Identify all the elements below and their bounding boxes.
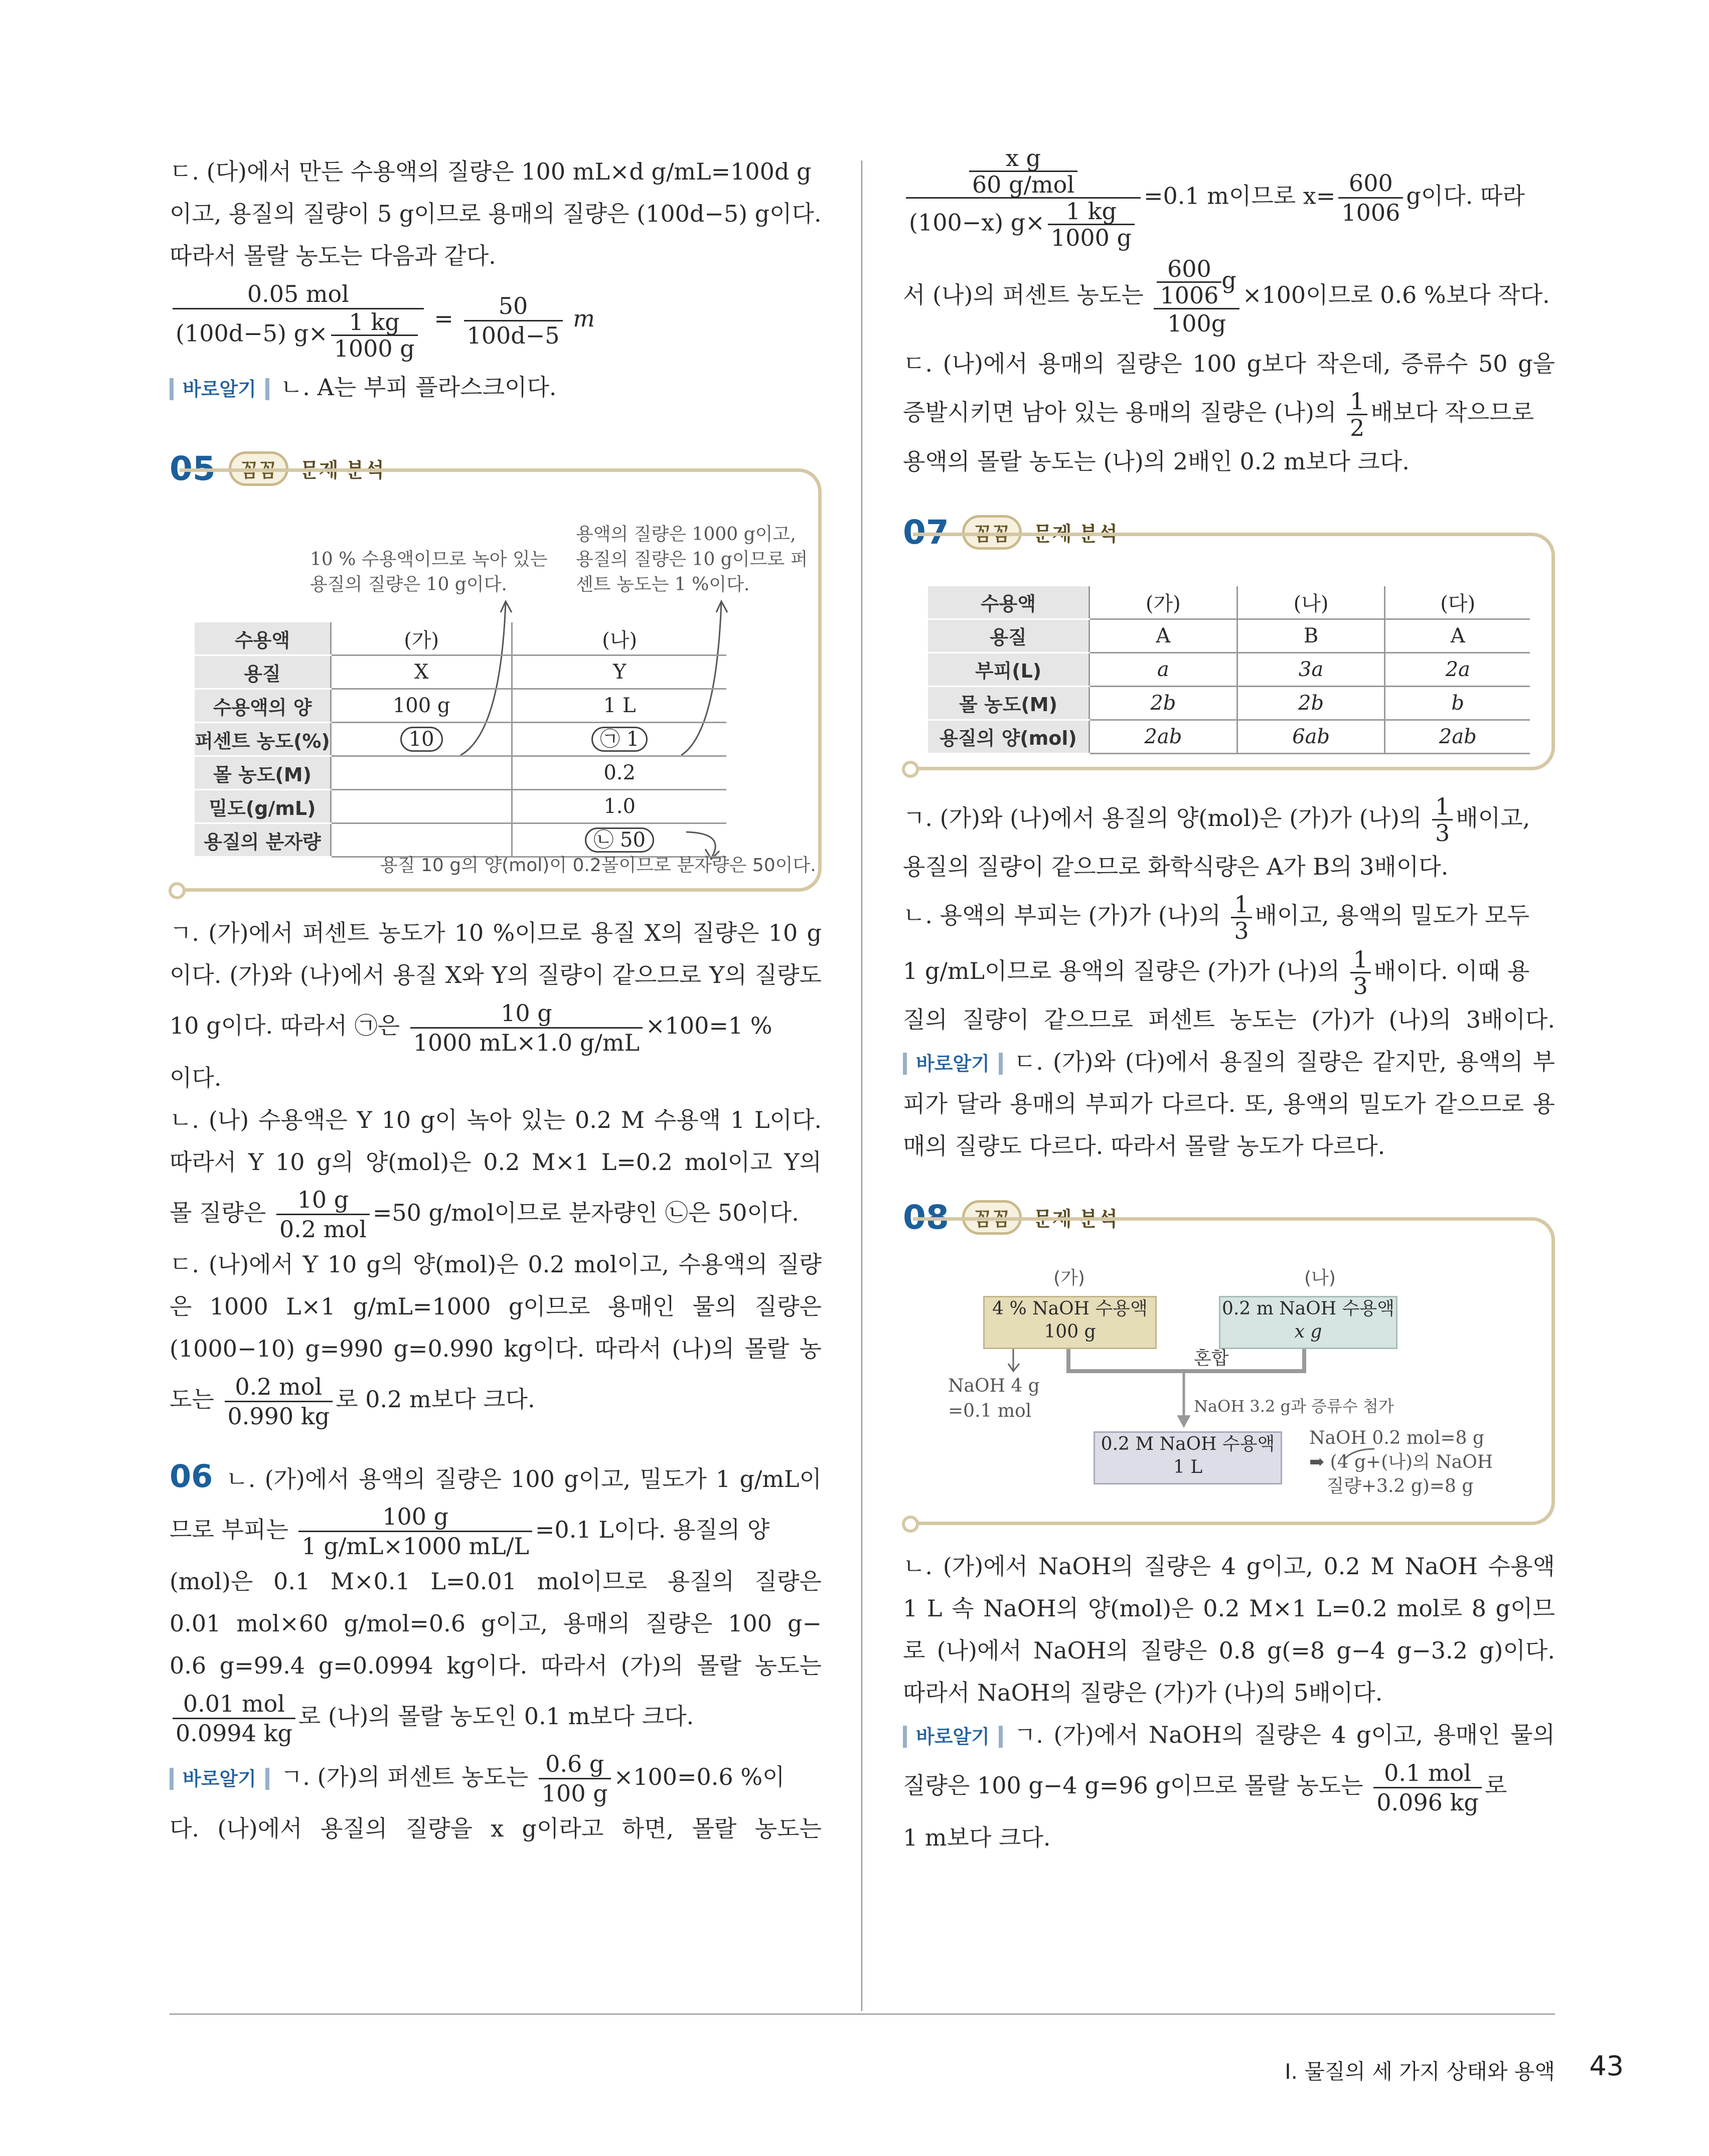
text-line: 바로알기 ㄱ. (가)의 퍼센트 농도는 $\frac{0.6 g}{100 g}$ ×100=0.6 %이: [170, 1747, 822, 1808]
text-line: 매의 질량도 다르다. 따라서 몰랄 농도가 다르다.: [903, 1132, 1385, 1159]
text-line: 1 L 속 NaOH의 양(mol)은 0.2 M×1 L=0.2 mol로 8 g이므: [903, 1595, 1555, 1622]
table-row: [195, 756, 726, 790]
label-ga: (가): [1053, 1268, 1085, 1288]
barro-algi-tag: 바로알기: [903, 1053, 1003, 1075]
row-header: 퍼센트 농도(%): [195, 723, 331, 756]
row-header: 용질의 분자량: [195, 823, 331, 857]
text-line: 따라서 NaOH의 질량은 (가)가 (나)의 5배이다.: [903, 1679, 1383, 1706]
table-cell: 10: [331, 723, 512, 756]
text-line: 0.01 mol 0.0994 kg 로 (나)의 몰랄 농도인 0.1 m보다 크다.: [170, 1687, 822, 1747]
text-line: 따라서 몰랄 농도는 다음과 같다.: [170, 242, 496, 269]
table-cell: A: [1090, 619, 1237, 652]
table-row: [928, 619, 1530, 652]
formula-big: x g 60 g/mol (100−x) g× $\frac{1 kg}{1000 g}$ =0.1 m이므로 x= $\frac{600}{1006}$ g이다. 따라: [903, 145, 1555, 250]
text-line: 바로알기 ㄱ. (가)에서 NaOH의 질량은 4 g이고, 용매인 물의: [903, 1714, 1555, 1756]
naoh-note: NaOH 4 g =0.1 mol: [948, 1376, 1040, 1421]
text-line: 질량은 100 g−4 g=96 g이므로 몰랄 농도는 0.1 mol 0.096 kg 로: [903, 1759, 1507, 1816]
annotation: 10 % 수용액이므로 녹아 있는 용질의 질량은 10 g이다.: [310, 549, 548, 595]
bottom-rule: [170, 2014, 1555, 2015]
text-line: 0.6 g=99.4 g=0.0994 kg이다. 따라서 (가)의 몰랄 농도는: [170, 1652, 822, 1679]
text-line: 용액의 몰랄 농도는 (나)의 2배인 0.2 m보다 크다.: [903, 447, 1410, 475]
table-cell: 1.0: [512, 790, 726, 823]
text-line: ㄴ. (가)에서 NaOH의 질량은 4 g이고, 0.2 M NaOH 수용액: [903, 1553, 1555, 1580]
text-line: 이다. (가)와 (나)에서 용질 X와 Y의 질량이 같으므로 Y의 질량도: [170, 961, 822, 988]
table-cell: (나): [1237, 586, 1385, 619]
text-line: ㄴ. (나) 수용액은 Y 10 g이 녹아 있는 0.2 M 수용액 1 L이다.: [170, 1106, 822, 1133]
table-cell: B: [1237, 619, 1385, 652]
section-number: 07: [903, 513, 949, 552]
table-cell: a: [1090, 652, 1237, 686]
table-cell: 2a: [1385, 652, 1530, 686]
text-line: ㄱ. (가)에서 퍼센트 농도가 10 %이므로 용질 X의 질량은 10 g: [170, 919, 822, 946]
text-line: 10 g이다. 따라서 ㉠은 $\frac{10 g}{1000 mL\times 1.0 g/mL}$ ×100=1 %: [170, 999, 772, 1056]
column-divider: [861, 160, 862, 2011]
table-row: [195, 622, 726, 655]
text-line: (mol)은 0.1 M×0.1 L=0.01 mol이므로 용질의 질량은: [170, 1568, 822, 1595]
section-number: 05: [170, 449, 216, 488]
add-note: NaOH 3.2 g과 증류수 첨가: [1194, 1397, 1394, 1416]
text-line: ㄱ. (가)와 (나)에서 용질의 양(mol)은 (가)가 (나)의 $\frac{1}{3}$ 배이고,: [903, 793, 1530, 847]
table-cell: [331, 756, 512, 790]
table-cell: (다): [1385, 586, 1530, 619]
barro-algi-tag: 바로알기: [903, 1726, 1003, 1748]
table-cell: ㉠ 1: [512, 723, 726, 756]
text-line: 1 m보다 크다.: [903, 1823, 1051, 1851]
row-header: 용질: [195, 655, 331, 689]
table-cell: 1 L: [512, 689, 726, 723]
text-line: 바로알기 ㄷ. (가)와 (다)에서 용질의 질량은 같지만, 용액의 부: [903, 1041, 1555, 1083]
table-cell: ㉡ 50: [512, 823, 726, 857]
barro-algi-tag: 바로알기: [170, 378, 269, 400]
analysis-box-05: [180, 468, 822, 892]
row-header: 밀도(g/mL): [195, 790, 331, 823]
left-column: [170, 150, 822, 1850]
table-cell: 2b: [1090, 686, 1237, 720]
right-column: [903, 145, 1555, 1859]
row-header: 몰 농도(M): [928, 686, 1090, 720]
table-cell: A: [1385, 619, 1530, 652]
table-row: [928, 686, 1530, 720]
table-row: [195, 689, 726, 723]
analysis-box-07: [913, 533, 1555, 770]
annotation: 용액의 질량은 1000 g이고, 용질의 질량은 10 g이므로 퍼 센트 농도는 1 %이다.: [576, 524, 808, 595]
label-na: (나): [1304, 1268, 1336, 1288]
table-row: [928, 720, 1530, 753]
section-title: 문제 분석: [1033, 523, 1118, 546]
table-cell: 100 g: [331, 689, 512, 723]
mix-label: 혼합: [1194, 1348, 1229, 1369]
section-number: 08: [903, 1198, 949, 1237]
table-cell: [331, 790, 512, 823]
section-title: 문제 분석: [1033, 1207, 1118, 1231]
page-number: 43: [1589, 2050, 1624, 2082]
text-line: 피가 달라 용매의 부피가 다르다. 또, 용액의 밀도가 같으므로 용: [903, 1090, 1555, 1117]
text-line: ㄷ. (나)에서 용매의 질량은 100 g보다 작은데, 증류수 50 g을: [903, 350, 1555, 377]
table-row: [195, 723, 726, 756]
text-line: 서 (나)의 퍼센트 농도는 $\frac{600}{1006}$ g 100g ×100이므로 0.6 %보다 작다.: [903, 255, 1550, 337]
text-line: 질의 질량이 같으므로 퍼센트 농도는 (가)가 (나)의 3배이다.: [903, 1006, 1555, 1033]
row-header: 수용액: [928, 586, 1090, 619]
table-cell: Y: [512, 655, 726, 689]
table-cell: 2ab: [1385, 720, 1530, 753]
row-header: 수용액의 양: [195, 689, 331, 723]
row-header: 용질: [928, 619, 1090, 652]
row-header: 용질의 양(mol): [928, 720, 1090, 753]
table-cell: X: [331, 655, 512, 689]
text-line: 다. (나)에서 용질의 질량을 x g이라고 하면, 몰랄 농도는: [170, 1815, 822, 1842]
text-line: ㄴ. 용액의 부피는 (가)가 (나)의 $\frac{1}{3}$ 배이고, 용액의 밀도가 모두: [903, 890, 1529, 944]
formula-molality: 0.05 mol (100d−5) g× $\frac{1 kg}{1000 g}$ = $\frac{50}{100d-5}$ m: [170, 280, 822, 361]
text-line: 므로 부피는 $\frac{100 g}{1 g/mL\times 1000 mL/L}$ =0.1 L이다. 용질의 양: [170, 1503, 770, 1560]
box-dot: [902, 761, 919, 778]
text-line: ㄷ. (나)에서 Y 10 g의 양(mol)은 0.2 mol이고, 수용액의 질량: [170, 1251, 822, 1278]
table-cell: (나): [512, 622, 726, 655]
table-cell: b: [1385, 686, 1530, 720]
bottom-note: 용질 10 g의 양(mol)이 0.2몰이므로 분자량은 50이다.: [380, 855, 816, 876]
kkomkkom-badge: 꼼꼼: [962, 1200, 1022, 1235]
table-cell: (가): [331, 622, 512, 655]
table-cell: 2ab: [1090, 720, 1237, 753]
table-row: [195, 790, 726, 823]
text-line: 증발시키면 남아 있는 용매의 질량은 (나)의 $\frac{1}{2}$ 배보다 작으므로: [903, 387, 1534, 441]
text-line: 0.01 mol×60 g/mol=0.6 g이고, 용매의 질량은 100 g−: [170, 1610, 822, 1637]
table-row: [195, 823, 726, 857]
section-number: 06: [170, 1457, 213, 1495]
barro-algi-tag: 바로알기: [170, 1768, 269, 1790]
table-row: [928, 652, 1530, 686]
text-line: (1000−10) g=990 g=0.990 kg이다. 따라서 (나)의 몰랄 농: [170, 1335, 822, 1362]
table-cell: (가): [1090, 586, 1237, 619]
analysis-table-07: [928, 586, 1530, 754]
table-row: [195, 655, 726, 689]
analysis-table-05: [195, 622, 726, 858]
text-line: 용질의 질량이 같으므로 화학식량은 A가 B의 3배이다.: [903, 853, 1449, 880]
row-header: 수용액: [195, 622, 331, 655]
text-line: 도는 0.2 mol 0.990 kg 로 0.2 m보다 크다.: [170, 1373, 535, 1430]
table-cell: 6ab: [1237, 720, 1385, 753]
analysis-box-08: [913, 1217, 1555, 1525]
text-line: 이고, 용질의 질량이 5 g이므로 용매의 질량은 (100d−5) g이다.: [170, 200, 822, 227]
table-row: [928, 586, 1530, 619]
solution-box-mix: 0.2 M NaOH 수용액 1 L: [1094, 1431, 1282, 1484]
row-header: 몰 농도(M): [195, 756, 331, 790]
text-line: 바로알기 ㄴ. A는 부피 플라스크이다.: [170, 366, 822, 408]
table-cell: 2b: [1237, 686, 1385, 720]
text-line: 은 1000 L×1 g/mL=1000 g이므로 용매인 물의 질량은: [170, 1293, 822, 1320]
table-cell: 0.2: [512, 756, 726, 790]
text-line: ㄷ. (다)에서 만든 수용액의 질량은 100 mL×d g/mL=100d g: [170, 158, 812, 185]
table-cell: [331, 823, 512, 857]
solution-box-ga: 4 % NaOH 수용액 100 g: [983, 1296, 1157, 1349]
row-header: 부피(L): [928, 652, 1090, 686]
kkomkkom-badge: 꼼꼼: [962, 515, 1022, 550]
footer-chapter-title: Ⅰ. 물질의 세 가지 상태와 용액: [1285, 2059, 1555, 2084]
text-line: 로 (나)에서 NaOH의 질량은 0.8 g(=8 g−4 g−3.2 g)이다.: [903, 1637, 1555, 1664]
solution-box-na: 0.2 m NaOH 수용액 x g: [1219, 1296, 1397, 1349]
kkomkkom-badge: 꼼꼼: [229, 451, 288, 486]
table-cell: 3a: [1237, 652, 1385, 686]
text-line: 몰 질량은 10 g 0.2 mol =50 g/mol이므로 분자량인 ㉡은 50이다.: [170, 1186, 799, 1243]
text-line: 따라서 Y 10 g의 양(mol)은 0.2 M×1 L=0.2 mol이고 Y의: [170, 1148, 822, 1176]
text-line: 06 ㄴ. (가)에서 용액의 질량은 100 g이고, 밀도가 1 g/mL이: [170, 1457, 822, 1495]
text-line: 1 g/mL이므로 용액의 질량은 (가)가 (나)의 $\frac{1}{3}$ 배이다. 이때 용: [903, 946, 1530, 1000]
section-title: 문제 분석: [299, 458, 384, 482]
result-note: NaOH 0.2 mol=8 g ➡ (4 g+(나)의 NaOH 질량+3.2 g)=8 g: [1309, 1428, 1493, 1497]
text-line: 이다.: [170, 1064, 222, 1091]
